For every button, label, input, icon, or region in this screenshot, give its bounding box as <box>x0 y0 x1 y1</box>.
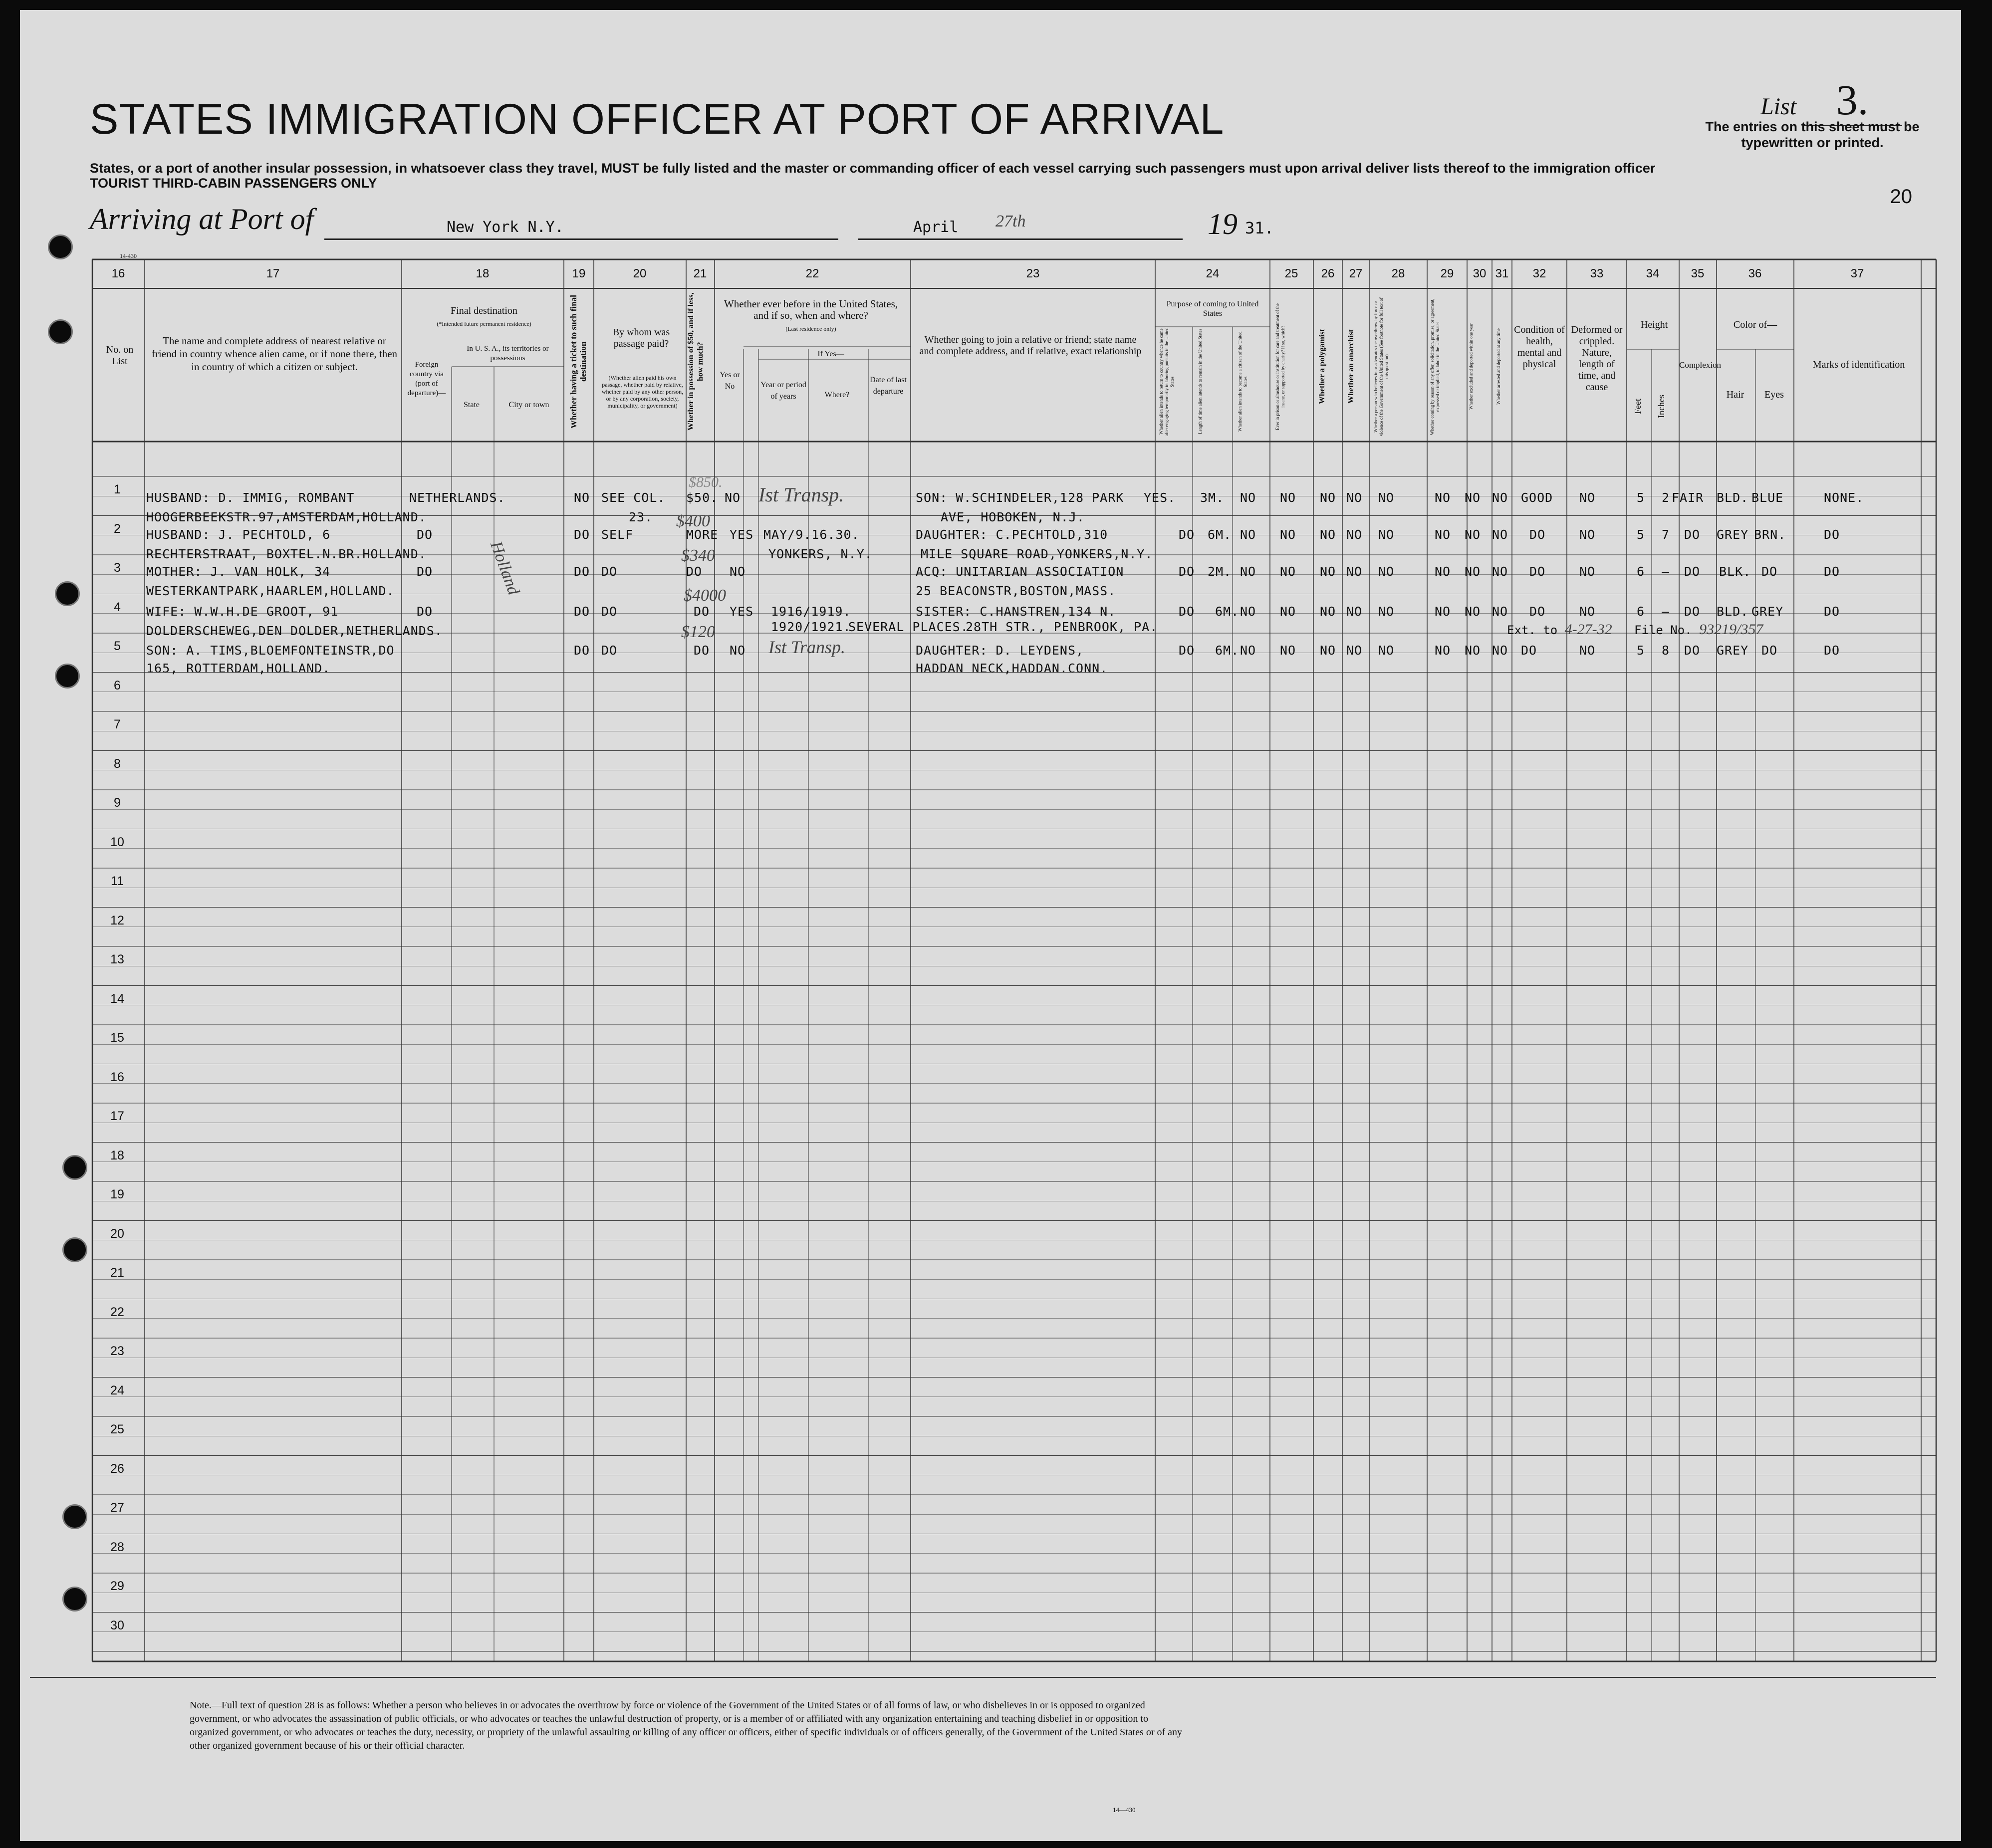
entry-3-join: ACQ: UNITARIAN ASSOCIATION <box>916 564 1124 579</box>
form-class-note: TOURIST THIRD-CABIN PASSENGERS ONLY <box>90 176 377 191</box>
entry-3-q29: NO <box>1435 564 1451 579</box>
entry-3-money: DO <box>686 564 703 579</box>
entry-2-join-address: MILE SQUARE ROAD,YONKERS,N.Y. <box>921 547 1153 561</box>
entry-1-relative: HUSBAND: D. IMMIG, ROMBANT <box>146 490 355 505</box>
header-inches: Inches <box>1656 395 1666 419</box>
entry-1-paid: SEE COL. <box>601 490 666 505</box>
entry-2-relative: HUSBAND: J. PECHTOLD, 6 <box>146 527 331 542</box>
entry-3-purpose: DO <box>1179 564 1195 579</box>
entry-3-length: 2M. <box>1208 564 1232 579</box>
entry-1-citizen: NO <box>1240 490 1256 505</box>
extension-label: Ext. to <box>1507 623 1558 637</box>
entry-5-inches: 8 <box>1662 643 1670 658</box>
header-marks: Marks of identification <box>1812 359 1905 370</box>
row-number: 2 <box>114 521 121 536</box>
arriving-label: Arriving at Port of <box>90 203 314 235</box>
entry-3-relative: MOTHER: J. VAN HOLK, 34 <box>146 564 331 579</box>
column-number: 19 <box>572 267 586 280</box>
entry-3-marks: DO <box>1824 564 1840 579</box>
entry-4-relative-address: DOLDERSCHEWEG,DEN DOLDER,NETHERLANDS. <box>146 624 443 638</box>
column-number: 26 <box>1321 267 1335 280</box>
entry-4-q30: NO <box>1465 604 1481 619</box>
entry-2-length: 6M. <box>1208 527 1232 542</box>
row-number: 30 <box>110 1618 124 1632</box>
extension-note <box>1507 621 1763 638</box>
list-label-text: List <box>1760 93 1796 120</box>
entry-3-join-address: 25 BEACONSTR,BOSTON,MASS. <box>916 584 1116 598</box>
entry-5-length: 6M. <box>1215 643 1240 658</box>
header-no-on-list: No. on List <box>106 344 134 367</box>
header-q31: Whether arrested and deported at any time <box>1496 328 1501 405</box>
entry-5-complexion: DO <box>1684 643 1701 658</box>
entry-2-year: MAY/9.16.30. <box>763 527 860 542</box>
entry-4-year-2: 1920/1921. <box>771 620 851 634</box>
entry-3-complexion: DO <box>1684 564 1701 579</box>
entry-1-relative-address: HOOGERBEEKSTR.97,AMSTERDAM,HOLLAND. <box>146 510 427 524</box>
port-value: New York N.Y. <box>447 219 564 236</box>
entry-1-before: NO <box>725 490 741 505</box>
row-number: 5 <box>114 639 121 653</box>
entry-2-purpose: DO <box>1179 527 1195 542</box>
header-final-destination: Final destination <box>451 305 517 316</box>
column-number: 28 <box>1391 267 1405 280</box>
entry-3-foreign: DO <box>417 564 433 579</box>
header-city: City or town <box>508 401 549 409</box>
entry-4-purpose: DO <box>1179 604 1195 619</box>
entry-5-eyes: DO <box>1761 643 1778 658</box>
header-join-relative: Whether going to join a relative or friend; state name and complete address, and if relative, exact relationship <box>919 334 1142 357</box>
header-ticket: Whether having a ticket to such final destination <box>569 295 588 429</box>
header-health: Condition of health, mental and physical <box>1514 324 1565 370</box>
column-number: 18 <box>476 267 490 280</box>
entry-4-year: 1916/1919. <box>771 604 851 619</box>
header-year: Year or period of years <box>760 381 806 401</box>
entry-5-marks: DO <box>1824 643 1840 658</box>
entry-5-paid: DO <box>601 643 618 658</box>
entry-3-prison: NO <box>1280 564 1296 579</box>
entry-3-health: DO <box>1529 564 1546 579</box>
row-number: 28 <box>110 1540 124 1554</box>
row-number: 1 <box>114 482 121 496</box>
header-q28: Whether a person who believes in or advocates the overthrow by force or violence of the Government of the United States (See footnote for full text of this question) <box>1373 297 1389 436</box>
entry-2-relative-address: RECHTERSTRAAT, BOXTEL.N.BR.HOLLAND. <box>146 547 427 561</box>
entry-3-q28: NO <box>1378 564 1395 579</box>
entry-4-join: SISTER: C.HANSTREN,134 N. <box>916 604 1116 619</box>
year-suffix: 31. <box>1245 219 1274 237</box>
entry-4-citizen: NO <box>1240 604 1256 619</box>
entry-3-relative-address: WESTERKANTPARK,HAARLEM,HOLLAND. <box>146 584 395 598</box>
entry-3-ticket: DO <box>574 564 590 579</box>
entry-2-prison: NO <box>1280 527 1296 542</box>
header-deformed: Deformed or crippled. Nature, length of time, and cause <box>1571 324 1623 393</box>
entry-5-before: NO <box>730 643 746 658</box>
row-number: 10 <box>110 835 124 849</box>
entry-2-eyes: BRN. <box>1754 527 1786 542</box>
entry-1-q29: NO <box>1435 490 1451 505</box>
entry-4-length: 6M. <box>1215 604 1240 619</box>
entry-5-q28: NO <box>1378 643 1395 658</box>
row-number: 24 <box>110 1383 124 1397</box>
entry-4-complexion: DO <box>1684 604 1701 619</box>
entry-5-q29: NO <box>1435 643 1451 658</box>
entry-4-feet: 6 <box>1637 604 1645 619</box>
column-number: 20 <box>633 267 647 280</box>
column-number: 36 <box>1748 267 1762 280</box>
header-in-usa: In U. S. A., its territories or possessions <box>467 345 549 362</box>
header-anarchist: Whether an anarchist <box>1347 329 1355 404</box>
row-number: 26 <box>110 1461 124 1476</box>
header-nearest-relative: The name and complete address of nearest relative or friend in country whence alien came, or if none there, then in country of which a citizen or subject. <box>151 335 398 373</box>
entry-1-hair: BLD. <box>1717 490 1749 505</box>
row-number: 29 <box>110 1579 124 1593</box>
entry-2-before: YES <box>730 527 754 542</box>
row-number: 15 <box>110 1031 124 1045</box>
header-where: Where? <box>824 391 850 399</box>
column-number: 23 <box>1026 267 1040 280</box>
entry-3-eyes: DO <box>1761 564 1778 579</box>
entry-1-anarchist: NO <box>1346 490 1363 505</box>
column-number: 37 <box>1850 267 1864 280</box>
form-title: STATES IMMIGRATION OFFICER AT PORT OF ARRIVAL <box>90 95 1225 143</box>
row-number: 14 <box>110 991 124 1006</box>
entry-1-marks: NONE. <box>1824 490 1864 505</box>
column-number: 31 <box>1495 267 1509 280</box>
handwritten-money-3: $340 <box>681 546 715 565</box>
column-number: 34 <box>1646 267 1660 280</box>
header-money: Whether in possession of $50, and if less, how much? <box>687 292 705 431</box>
entry-1-prison: NO <box>1280 490 1296 505</box>
entry-1-inches: 2 <box>1662 490 1670 505</box>
column-number: 35 <box>1691 267 1705 280</box>
extension-date: 4-27-32 <box>1564 621 1612 638</box>
entry-5-money: DO <box>694 643 710 658</box>
entry-4-deformed: NO <box>1579 604 1596 619</box>
handwritten-money-1: $850. <box>689 474 723 490</box>
entry-3-feet: 6 <box>1637 564 1645 579</box>
handwritten-money-2: $400 <box>676 512 710 530</box>
row-number: 23 <box>110 1344 124 1358</box>
row-number: 11 <box>111 874 124 888</box>
column-number: 32 <box>1532 267 1546 280</box>
header-hair: Hair <box>1726 389 1744 400</box>
entry-1-ticket: NO <box>574 490 590 505</box>
handwritten-transport-note: Ist Transp. <box>768 637 846 657</box>
handwritten-money-5: $120 <box>681 623 715 641</box>
entry-5-relative-address: 165, ROTTERDAM,HOLLAND. <box>146 661 331 676</box>
entry-1-money: $50. <box>686 490 719 505</box>
header-q29: Whether coming by reason of any offer, solicitation, promise, or agreement, expressed or implied, to labor in the United States <box>1430 298 1440 435</box>
entry-2-q28: NO <box>1378 527 1395 542</box>
header-yes-no: Yes or No <box>720 371 740 391</box>
row-number: 8 <box>114 756 121 771</box>
header-purpose-length: Length of time alien intends to remain in the United States <box>1198 329 1203 435</box>
entry-4-hair: BLD. <box>1717 604 1749 619</box>
header-purpose-citizen: Whether alien intends to become a citizen of the United States <box>1238 331 1248 432</box>
header-height: Height <box>1640 319 1668 330</box>
form-code: 14-430 <box>120 252 137 259</box>
entry-1-eyes: BLUE <box>1751 490 1784 505</box>
entry-5-hair: GREY <box>1717 643 1749 658</box>
entry-5-deformed: NO <box>1579 643 1596 658</box>
row-number: 21 <box>110 1266 124 1280</box>
header-if-yes: If Yes— <box>817 350 844 358</box>
list-number: 3. <box>1802 75 1902 126</box>
header-polygamist: Whether a polygamist <box>1318 329 1326 405</box>
row-number: 13 <box>110 952 124 966</box>
page-number: 20 <box>1890 186 1912 208</box>
entry-5-feet: 5 <box>1637 643 1645 658</box>
column-number: 24 <box>1206 267 1220 280</box>
entry-3-before: NO <box>730 564 746 579</box>
header-prison: Ever in prison or almshouse or institution for care and treatment of the insane, or supported by charity? If so, which? <box>1275 303 1285 430</box>
header-state: State <box>464 401 480 409</box>
entry-4-eyes: GREY <box>1751 604 1784 619</box>
row-number: 12 <box>110 913 124 927</box>
entry-1-q30: NO <box>1465 490 1481 505</box>
row-number: 16 <box>110 1070 124 1084</box>
row-number: 9 <box>114 796 121 810</box>
entry-2-join: DAUGHTER: C.PECHTOLD,310 <box>916 527 1108 542</box>
row-number: 6 <box>114 678 121 693</box>
entry-3-polygamist: NO <box>1320 564 1336 579</box>
entry-2-deformed: NO <box>1579 527 1596 542</box>
header-purpose-return: Whether alien intends to return to country whence he came after engaging temporarily in laboring pursuits in the United States <box>1159 327 1175 436</box>
entry-1-length: 3M. <box>1200 490 1225 505</box>
row-number: 17 <box>110 1109 124 1123</box>
entry-5-relative: SON: A. TIMS,BLOEMFONTEINSTR,DO <box>146 643 395 658</box>
entry-2-where: YONKERS, N.Y. <box>768 547 873 561</box>
typewritten-note: The entries on this sheet must be typewritten or printed. <box>1705 119 1920 150</box>
entry-1-purpose: YES. <box>1144 490 1176 505</box>
column-number: 29 <box>1440 267 1454 280</box>
footnote-code: 14—430 <box>1113 1806 1136 1814</box>
entry-5-polygamist: NO <box>1320 643 1336 658</box>
column-number: 30 <box>1473 267 1487 280</box>
column-number: 25 <box>1284 267 1298 280</box>
row-number: 22 <box>110 1305 124 1319</box>
entry-4-join-address: 28TH STR., PENBROOK, PA. <box>966 620 1158 634</box>
handwritten-transport-note: Ist Transp. <box>758 483 844 506</box>
entry-1-deformed: NO <box>1579 490 1596 505</box>
header-final-destination-note: (*Intended future permanent residence) <box>437 320 531 327</box>
entry-5-join: DAUGHTER: D. LEYDENS, <box>916 643 1084 658</box>
entry-1-paid-amount: 23. <box>629 510 653 524</box>
row-number: 27 <box>110 1501 124 1515</box>
file-number: 93219/357 <box>1699 621 1763 638</box>
entry-2-citizen: NO <box>1240 527 1256 542</box>
entry-4-before: YES <box>730 604 754 619</box>
header-foreign-country: Foreign country via (port of departure)— <box>407 361 446 397</box>
entry-3-inches: – <box>1662 564 1670 579</box>
entry-4-polygamist: NO <box>1320 604 1336 619</box>
entry-2-q30: NO <box>1465 527 1481 542</box>
entry-1-join-address: AVE, HOBOKEN, N.J. <box>941 510 1085 524</box>
entry-3-deformed: NO <box>1579 564 1596 579</box>
entry-1-health: GOOD <box>1521 490 1553 505</box>
entry-4-health: DO <box>1529 604 1546 619</box>
entry-2-hair: GREY <box>1717 527 1749 542</box>
entry-5-ticket: DO <box>574 643 590 658</box>
row-number: 25 <box>110 1422 124 1436</box>
entry-5-prison: NO <box>1280 643 1296 658</box>
entry-1-polygamist: NO <box>1320 490 1336 505</box>
entry-3-anarchist: NO <box>1346 564 1363 579</box>
entry-4-prison: NO <box>1280 604 1296 619</box>
column-number: 16 <box>111 267 125 280</box>
entry-3-q30: NO <box>1465 564 1481 579</box>
month-value: April <box>913 219 959 236</box>
year-prefix: 19 <box>1208 208 1238 240</box>
entry-4-relative: WIFE: W.W.H.DE GROOT, 91 <box>146 604 339 619</box>
column-number: 21 <box>693 267 707 280</box>
entry-5-citizen: NO <box>1240 643 1256 658</box>
entry-5-q31: NO <box>1492 643 1508 658</box>
entry-2-foreign: DO <box>417 527 433 542</box>
header-last-residence: (Last residence only) <box>785 325 836 332</box>
entry-2-complexion: DO <box>1684 527 1701 542</box>
entry-5-anarchist: NO <box>1346 643 1363 658</box>
handwritten-holland: Holland <box>487 539 523 598</box>
day-value: 27th <box>996 212 1026 231</box>
entry-5-health: DO <box>1521 643 1537 658</box>
header-feet: Feet <box>1633 399 1643 415</box>
entry-2-q31: NO <box>1492 527 1508 542</box>
entry-1-q28: NO <box>1378 490 1395 505</box>
header-purpose: Purpose of coming to United States <box>1166 300 1259 318</box>
entry-2-ticket: DO <box>574 527 590 542</box>
header-eyes: Eyes <box>1764 389 1784 400</box>
entry-4-foreign: DO <box>417 604 433 619</box>
header-passage-paid-note: (Whether alien paid his own passage, whether paid by relative, whether paid by any other person, or by any corporation, society, municipality, or government) <box>601 374 684 409</box>
column-number: 33 <box>1590 267 1604 280</box>
entry-3-paid: DO <box>601 564 618 579</box>
entry-4-where: SEVERAL PLACES. <box>848 620 969 634</box>
entry-4-q31: NO <box>1492 604 1508 619</box>
row-number: 4 <box>114 600 121 614</box>
file-label: File No. <box>1634 623 1692 637</box>
entry-2-polygamist: NO <box>1320 527 1336 542</box>
entry-2-health: DO <box>1529 527 1546 542</box>
entry-5-purpose: DO <box>1179 643 1195 658</box>
entry-1-feet: 5 <box>1637 490 1645 505</box>
entry-5-q30: NO <box>1465 643 1481 658</box>
entry-4-ticket: DO <box>574 604 590 619</box>
entry-2-marks: DO <box>1824 527 1840 542</box>
header-ever-before: Whether ever before in the United States, and if so, when and where? <box>724 298 898 321</box>
column-number: 27 <box>1349 267 1363 280</box>
entry-5-join-address: HADDAN NECK,HADDAN.CONN. <box>916 661 1108 676</box>
entry-3-citizen: NO <box>1240 564 1256 579</box>
entry-2-feet: 5 <box>1637 527 1645 542</box>
entry-2-money: MORE <box>686 527 719 542</box>
row-number: 18 <box>110 1148 124 1162</box>
form-subtitle: States, or a port of another insular possession, in whatsoever class they travel, MUST be fully listed and the master or commanding officer of each vessel carrying such passengers must upon arrival deliver lists thereof to the immigration officer <box>90 161 1656 176</box>
row-number: 3 <box>114 561 121 575</box>
header-date-departure: Date of last departure <box>870 376 907 396</box>
entry-2-paid: SELF <box>601 527 634 542</box>
entry-1-join: SON: W.SCHINDELER,128 PARK <box>916 490 1124 505</box>
row-number: 19 <box>110 1187 124 1201</box>
row-number: 20 <box>110 1226 124 1241</box>
handwritten-money-4: $4000 <box>684 586 726 605</box>
entry-4-anarchist: NO <box>1346 604 1363 619</box>
entry-2-inches: 7 <box>1662 527 1670 542</box>
entry-4-q29: NO <box>1435 604 1451 619</box>
header-complexion: Complexion <box>1679 360 1722 370</box>
column-number: 22 <box>805 267 819 280</box>
entry-2-anarchist: NO <box>1346 527 1363 542</box>
row-number: 7 <box>114 717 121 731</box>
entry-2-q29: NO <box>1435 527 1451 542</box>
entry-3-q31: NO <box>1492 564 1508 579</box>
entry-3-hair: BLK. <box>1719 564 1751 579</box>
entry-4-money: DO <box>694 604 710 619</box>
header-passage-paid: By whom was passage paid? <box>612 327 670 349</box>
header-color: Color of— <box>1733 319 1777 330</box>
column-number: 17 <box>266 267 280 280</box>
entry-4-paid: DO <box>601 604 618 619</box>
entry-1-q31: NO <box>1492 490 1508 505</box>
entry-4-inches: – <box>1662 604 1670 619</box>
entry-4-marks: DO <box>1824 604 1840 619</box>
header-q30: Whether excluded and deported within one year <box>1469 323 1474 410</box>
entry-1-complexion: FAIR <box>1672 490 1704 505</box>
entry-1-foreign: NETHERLANDS. <box>409 490 505 505</box>
footnote-q28: Note.—Full text of question 28 is as follows: Whether a person who believes in or advocates the overthrow by force or violence of the Government of the United States or of all forms of law, or who disbelieves in or is opposed to organized government, or who advocates the assassination of public officials, or who advocates or teaches the unlawful destruction of property, or is a member of or affiliated with any organization entertaining and teaching disbelief in or opposition to organized government, or who advocates or teaches the duty, necessity, or propriety of the unlawful assaulting or killing of any officer or officers, either of specific individuals or of officers generally, of the Government of the United States or of any other organized government because of his or their official character. <box>190 1700 1183 1751</box>
entry-4-q28: NO <box>1378 604 1395 619</box>
